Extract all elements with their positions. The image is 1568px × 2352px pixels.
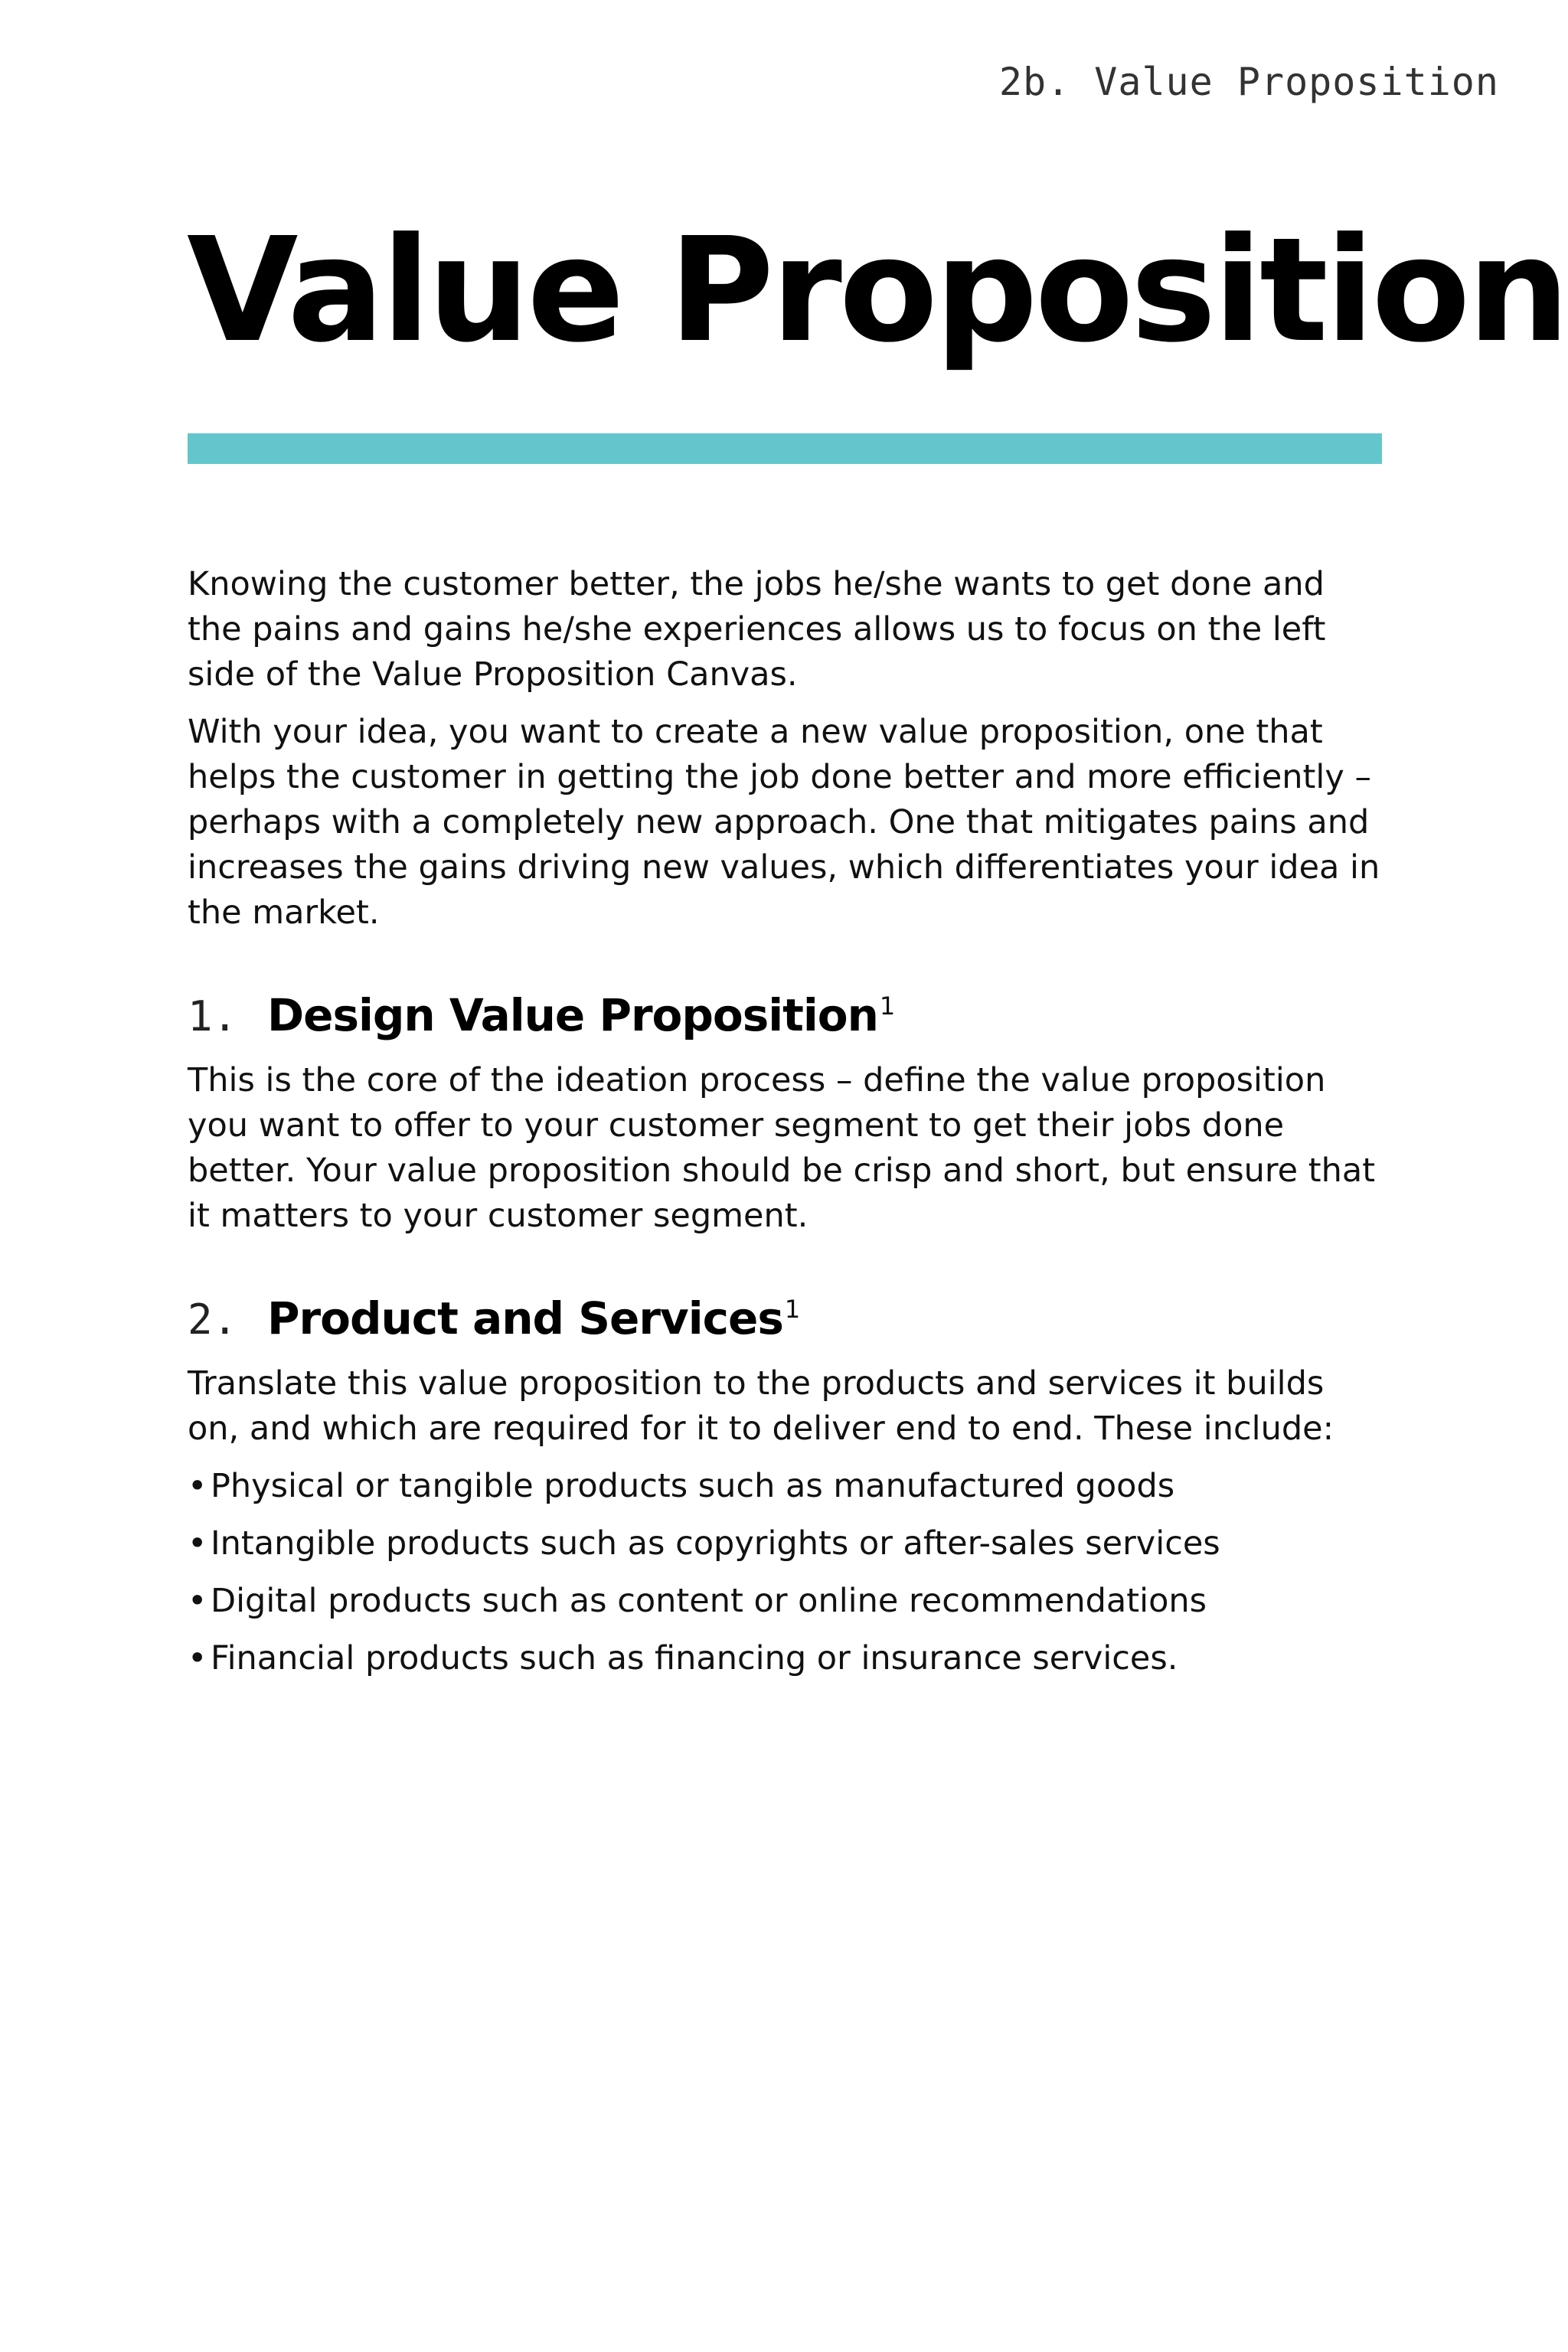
main-content <box>188 562 1382 1694</box>
intro-paragraph-2: With your idea, you want to create a new value proposition, one that helps the customer in getting the job done better and more efficiently – perhaps with a completely new approach. One that mitigates pains and increases the gains driving new values, which differentiates your idea in the market. <box>188 713 1380 932</box>
bullet-icon: • <box>188 1524 207 1563</box>
section-body-product-and-services: Translate this value proposition to the products and services it builds on, and which are required for it to deliver end to end. These include: <box>188 1364 1334 1448</box>
list-item-text: Intangible products such as copyrights or after-sales services <box>211 1524 1220 1563</box>
bullet-icon: • <box>188 1639 207 1677</box>
section-heading-design-value-proposition <box>188 975 1382 1047</box>
bullet-icon: • <box>188 1582 207 1620</box>
list-item-text: Financial products such as financing or insurance services. <box>211 1639 1178 1677</box>
running-header: 2b. Value Proposition <box>998 60 1499 104</box>
section-body-design-value-proposition: This is the core of the ideation process – define the value proposition you want to offer to your customer segment to get their jobs done better. Your value proposition should be crisp and short, but ensure that it matters to your customer segment. <box>188 1061 1376 1235</box>
list-item <box>188 1464 1382 1509</box>
list-item <box>188 1636 1382 1681</box>
bullet-icon: • <box>188 1467 207 1505</box>
list-item-text: Physical or tangible products such as manufactured goods <box>211 1467 1175 1505</box>
intro-paragraph-1: Knowing the customer better, the jobs he/she wants to get done and the pains and gains he/she experiences allows us to focus on the left side of the Value Proposition Canvas. <box>188 565 1326 694</box>
footnote-marker: 1 <box>784 1295 801 1324</box>
list-item-text: Digital products such as content or online recommendations <box>211 1582 1207 1620</box>
section-title: Design Value Proposition <box>267 989 878 1041</box>
list-item <box>188 1579 1382 1624</box>
title-accent-bar <box>188 433 1382 464</box>
page-title: Value Proposition <box>187 207 1567 374</box>
section-title: Product and Services <box>267 1292 783 1344</box>
product-types-list <box>188 1464 1382 1681</box>
section-number: 1. <box>188 992 238 1040</box>
section-heading-product-and-services <box>188 1279 1382 1351</box>
section-number: 2. <box>188 1295 238 1344</box>
footnote-marker: 1 <box>879 991 896 1021</box>
list-item <box>188 1521 1382 1566</box>
